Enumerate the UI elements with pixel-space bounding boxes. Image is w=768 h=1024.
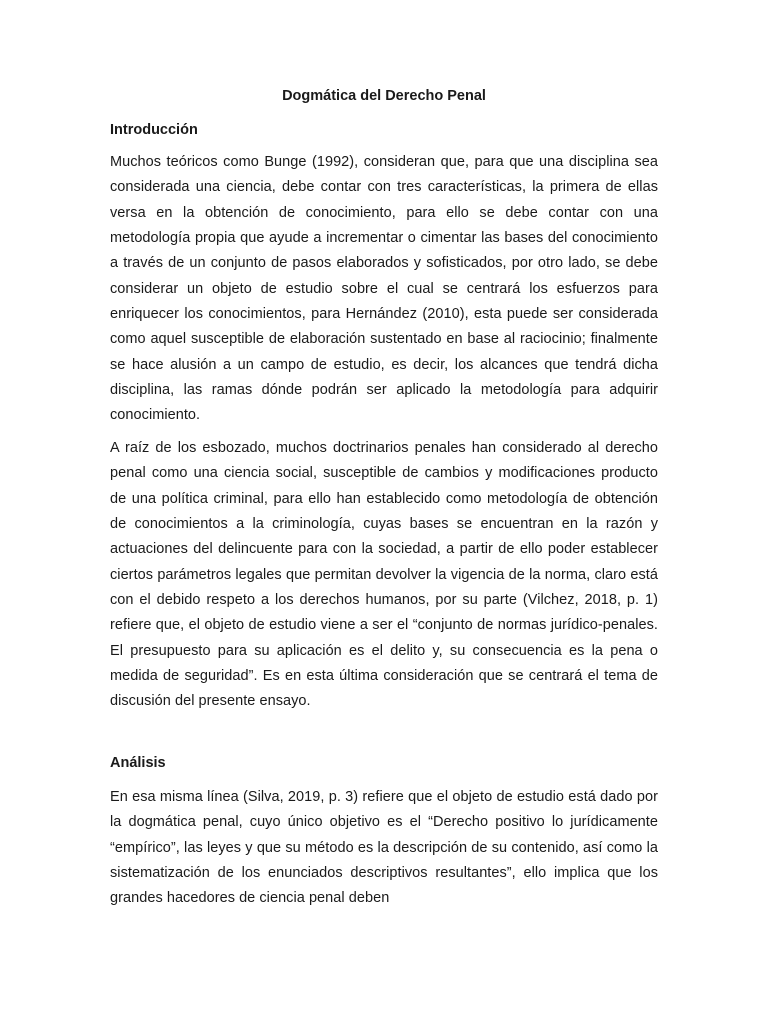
section-heading-introduccion: Introducción [110, 122, 198, 138]
paragraph-1: Muchos teóricos como Bunge (1992), consideran que, para que una disciplina sea considerada una ciencia, debe contar con tres características, la primera de ellas versa en la obtención de conocimiento, para ello se debe contar con una metodología propia que ayude a incrementar o cimentar las bases del conocimiento a través de un conjunto de pasos elaborados y sofisticados, por otro lado, se debe considerar un objeto de estudio sobre el cual se centrará los esfuerzos para enriquecer los conocimientos, para Hernández (2010), esta puede ser considerada como aquel susceptible de elaboración sustentado en base al raciocinio; finalmente se hace alusión a un campo de estudio, es decir, los alcances que tendrá dicha disciplina, las ramas dónde podrán ser aplicado la metodología para adquirir conocimiento. [110, 154, 658, 424]
document-title: Dogmática del Derecho Penal [282, 88, 486, 104]
paragraph-3: En esa misma línea (Silva, 2019, p. 3) refiere que el objeto de estudio está dado por la dogmática penal, cuyo único objetivo es el “Derecho positivo lo jurídicamente “empírico”, las leyes y que su método es la descripción de su contenido, así como la sistematización de los enunciados descriptivos resultantes”, ello implica que los grandes hacedores de ciencia penal deben [110, 789, 658, 907]
section-heading-analisis: Análisis [110, 755, 166, 771]
paragraph-2: A raíz de los esbozado, muchos doctrinarios penales han considerado al derecho penal como una ciencia social, susceptible de cambios y modificaciones producto de una política criminal, para ello han establecido como metodología de obtención de conocimientos a la criminología, cuyas bases se encuentran en la razón y actuaciones del delincuente para con la sociedad, a partir de ello poder establecer ciertos parámetros legales que permitan devolver la vigencia de la norma, claro está con el debido respeto a los derechos humanos, por su parte (Vilchez, 2018, p. 1) refiere que, el objeto de estudio viene a ser el “conjunto de normas jurídico-penales. El presupuesto para su aplicación es el delito y, su consecuencia es la pena o medida de seguridad”. Es en esta última consideración que se centrará el tema de discusión del presente ensayo. [110, 440, 658, 710]
